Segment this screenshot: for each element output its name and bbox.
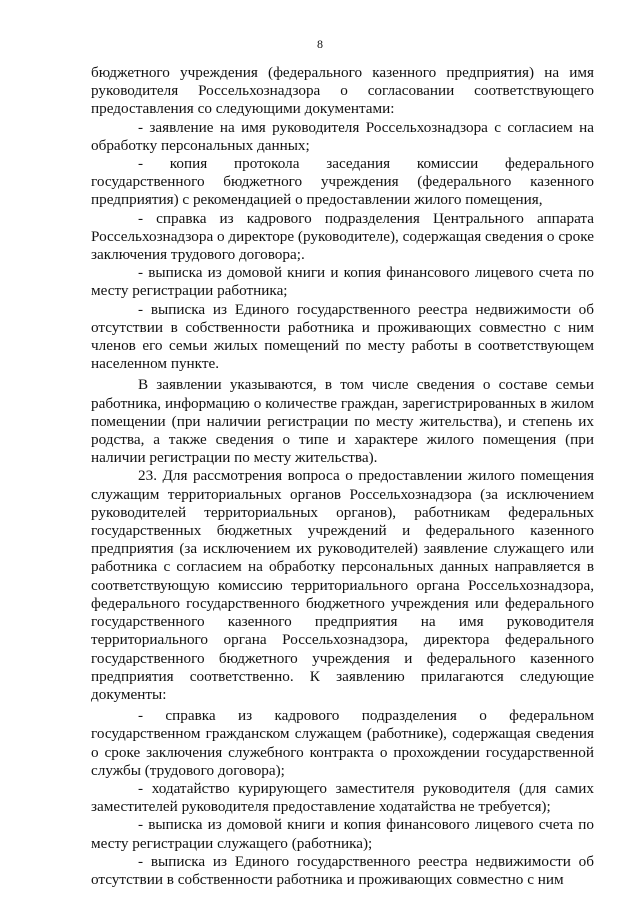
paragraph-continuation: бюджетного учреждения (федерального казенного предприятия) на имя руководителя Россельхознадзора о согласовании соответствующего предоставления со следующими документами: — [91, 64, 594, 118]
list-item-petition: - ходатайство курирующего заместителя руководителя (для самих заместителей руководителя предоставление ходатайства не требуется); — [91, 779, 594, 816]
page-number: 8 — [317, 37, 323, 51]
list-item-registry-extract-employee: - выписка из Единого государственного реестра недвижимости об отсутствии в собственности работника и проживающих совместно с ним — [91, 852, 594, 888]
list-item-registry-extract: - выписка из Единого государственного реестра недвижимости об отсутствии в собственности работника и проживающих совместно с ним членов его семьи жилых помещений по месту работы в соответствующем населенном пункте. — [91, 300, 594, 373]
list-item-protocol-copy: - копия протокола заседания комиссии федерального государственного бюджетного учреждения (федерального казенного предприятия) с рекомендацией о предоставлении жилого помещения, — [91, 155, 594, 209]
paragraph-application-contents: В заявлении указываются, в том числе сведения о составе семьи работника, информацию о количестве граждан, зарегистрированных в жилом помещении (при наличии регистрации по месту жительства), и степень их родства, а также сведения о типе и характере жилого помещения (при наличии регистрации по месту жительства). — [91, 376, 594, 467]
list-item-hr-certificate: - справка из кадрового подразделения Центрального аппарата Россельхознадзора о директоре (руководителе), содержащая сведения о сроке заключения трудового договора;. — [91, 209, 594, 264]
paragraph-item-23: 23. Для рассмотрения вопроса о предоставлении жилого помещения служащим территориальных органов Россельхознадзора (за исключением руководителей территориальных органов), работникам федеральных государственных бюджетных учреждений и федерального казенного предприятия (за исключением их руководителей) заявление служащего или работника с согласием на обработку персональных данных направляется в соответствующую комиссию территориального органа Россельхознадзора, федерального государственного бюджетного учреждения или федерального государственного казенного предприятия на имя руководителя территориального органа Россельхознадзора, директора федерального государственного бюджетного учреждения и федерального казенного предприятия соответственно. К заявлению прилагаются следующие документы: — [91, 467, 594, 703]
document-body — [91, 64, 594, 889]
list-item-hr-certificate-employee: - справка из кадрового подразделения о федеральном государственном гражданском служащем (работнике), содержащая сведения о сроке заключения служебного контракта о прохождении государственной службы (трудового договора); — [91, 707, 594, 779]
list-item-house-book-extract: - выписка из домовой книги и копия финансового лицевого счета по месту регистрации работника; — [91, 264, 594, 300]
list-item-house-book-extract-employee: - выписка из домовой книги и копия финансового лицевого счета по месту регистрации служащего (работника); — [91, 816, 594, 852]
list-item-application: - заявление на имя руководителя Россельхознадзора с согласием на обработку персональных данных; — [91, 118, 594, 154]
